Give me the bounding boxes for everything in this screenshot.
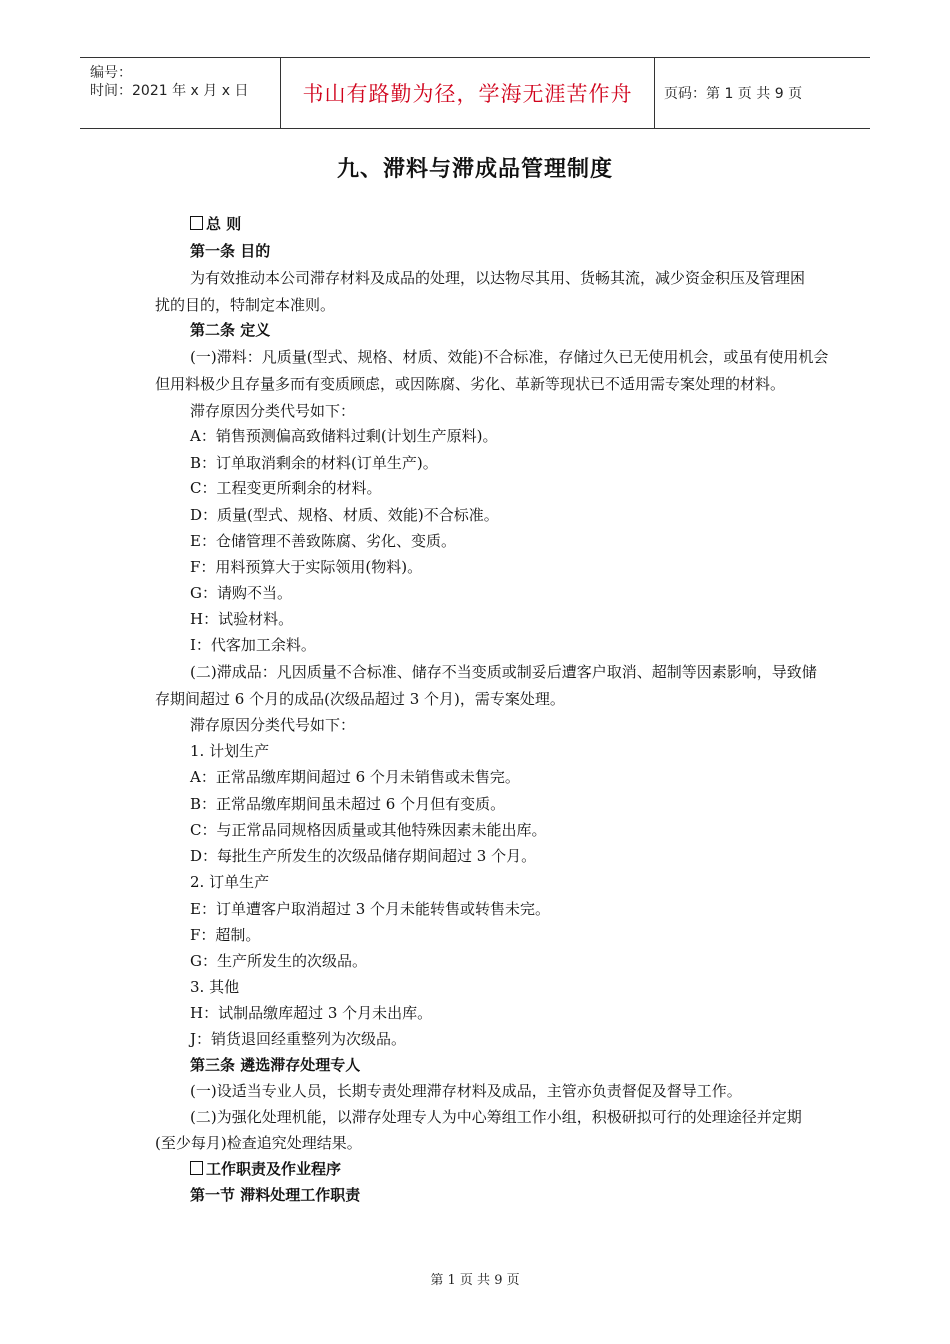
- line-text: (二)为强化处理机能，以滞存处理专人为中心筹组工作小组，积极研拟可行的处理途径并定期: [190, 1108, 802, 1126]
- body-line: [190, 846, 536, 866]
- body-line: [190, 662, 817, 682]
- line-text: F：超制。: [190, 926, 261, 944]
- body-line: [190, 899, 550, 919]
- body-line: [155, 295, 335, 315]
- line-text: 但用料极少且存量多而有变质顾虑，或因陈腐、劣化、革新等现状已不适用需专案处理的材料。: [155, 375, 786, 393]
- body-line: [155, 689, 565, 709]
- line-text: C：工程变更所剩余的材料。: [190, 479, 382, 497]
- body-line: [190, 820, 546, 840]
- document-title: 九、滞料与滞成品管理制度: [336, 157, 613, 182]
- line-text: 3. 其他: [190, 978, 240, 996]
- time-label: 时间：2021 年 x 月 x 日: [90, 83, 249, 99]
- page-footer: 第 1 页 共 9 页: [430, 1273, 520, 1288]
- section-heading: [190, 214, 241, 234]
- line-text: 扰的目的，特制定本准则。: [155, 296, 336, 314]
- body-line: [190, 635, 316, 655]
- body-line: [190, 557, 422, 577]
- line-text: (一)滞料：凡质量(型式、规格、材质、效能)不合标准，存储过久已无使用机会，或虽有使用机会: [190, 348, 829, 366]
- section-heading: [190, 320, 270, 340]
- document-header: [80, 57, 870, 129]
- line-text: C：与正常品同规格因质量或其他特殊因素未能出库。: [190, 821, 547, 839]
- body-line: [155, 1133, 362, 1153]
- header-page-info: [654, 58, 870, 128]
- body-line: [190, 347, 828, 367]
- body-line: [190, 1029, 406, 1049]
- body-line: [190, 977, 239, 997]
- section-heading: [190, 1185, 360, 1205]
- body-line: [190, 426, 498, 446]
- body-line: [190, 925, 260, 945]
- line-text: 1. 计划生产: [190, 742, 270, 760]
- line-text: 滞存原因分类代号如下：: [190, 716, 356, 734]
- header-motto: 书山有路勤为径，学海无涯苦作舟: [280, 58, 655, 128]
- body-line: [190, 741, 269, 761]
- line-text: A：正常品缴库期间超过 6 个月未销售或未售完。: [190, 768, 520, 786]
- body-line: [190, 1003, 432, 1023]
- body-line: [190, 505, 499, 525]
- page-info-text: 页码：第 1 页 共 9 页: [664, 86, 803, 102]
- body-line: [190, 872, 269, 892]
- body-line: [190, 767, 520, 787]
- line-text: G：生产所发生的次级品。: [190, 952, 367, 970]
- section-heading: [190, 1159, 341, 1179]
- body-line: [155, 374, 785, 394]
- number-label: 编号：: [90, 65, 132, 81]
- line-text: 为有效推动本公司滞存材料及成品的处理，以达物尽其用、货畅其流，减少资金积压及管理困: [190, 269, 806, 287]
- line-text: D：每批生产所发生的次级品储存期间超过 3 个月。: [190, 847, 537, 865]
- body-line: [190, 583, 292, 603]
- line-text: (至少每月)检查追究处理结果。: [155, 1134, 362, 1152]
- line-text: E：仓储管理不善致陈腐、劣化、变质。: [190, 532, 456, 550]
- body-line: [190, 401, 355, 421]
- body-line: [190, 715, 355, 735]
- body-line: [190, 1107, 802, 1127]
- line-text: G：请购不当。: [190, 584, 292, 602]
- checkbox-square-icon: [190, 216, 203, 230]
- section-heading: [190, 241, 270, 261]
- line-text: (二)滞成品：凡因质量不合标准、储存不当变质或制妥后遭客户取消、超制等因素影响，导致储: [190, 663, 817, 681]
- header-meta: [80, 58, 280, 128]
- body-line: [190, 453, 438, 473]
- body-line: [190, 951, 367, 971]
- line-text: H：试验材料。: [190, 610, 294, 628]
- line-text: 滞存原因分类代号如下：: [190, 402, 356, 420]
- line-text: (一)设适当专业人员，长期专责处理滞存材料及成品，主管亦负责督促及督导工作。: [190, 1082, 742, 1100]
- line-text: B：订单取消剩余的材料(订单生产)。: [190, 454, 438, 472]
- section-heading: [190, 1055, 360, 1075]
- line-text: 第一节 滞料处理工作职责: [190, 1186, 361, 1204]
- line-text: 总 则: [206, 215, 242, 233]
- line-text: D：质量(型式、规格、材质、效能)不合标准。: [190, 506, 499, 524]
- checkbox-square-icon: [190, 1161, 203, 1175]
- line-text: 第三条 遴选滞存处理专人: [190, 1056, 361, 1074]
- line-text: 第二条 定义: [190, 321, 271, 339]
- body-line: [190, 609, 293, 629]
- body-line: [190, 478, 381, 498]
- body-line: [190, 268, 805, 288]
- line-text: I：代客加工余料。: [190, 636, 316, 654]
- line-text: 第一条 目的: [190, 242, 271, 260]
- line-text: H：试制品缴库超过 3 个月未出库。: [190, 1004, 433, 1022]
- body-line: [190, 531, 456, 551]
- line-text: F：用料预算大于实际领用(物料)。: [190, 558, 423, 576]
- line-text: A：销售预测偏高致储料过剩(计划生产原料)。: [190, 427, 498, 445]
- line-text: 2. 订单生产: [190, 873, 270, 891]
- line-text: 存期间超过 6 个月的成品(次级品超过 3 个月)，需专案处理。: [155, 690, 565, 708]
- body-line: [190, 1081, 742, 1101]
- line-text: B：正常品缴库期间虽未超过 6 个月但有变质。: [190, 795, 506, 813]
- line-text: 工作职责及作业程序: [206, 1160, 342, 1178]
- line-text: J：销货退回经重整列为次级品。: [190, 1030, 407, 1048]
- line-text: E：订单遭客户取消超过 3 个月未能转售或转售未完。: [190, 900, 551, 918]
- body-line: [190, 794, 505, 814]
